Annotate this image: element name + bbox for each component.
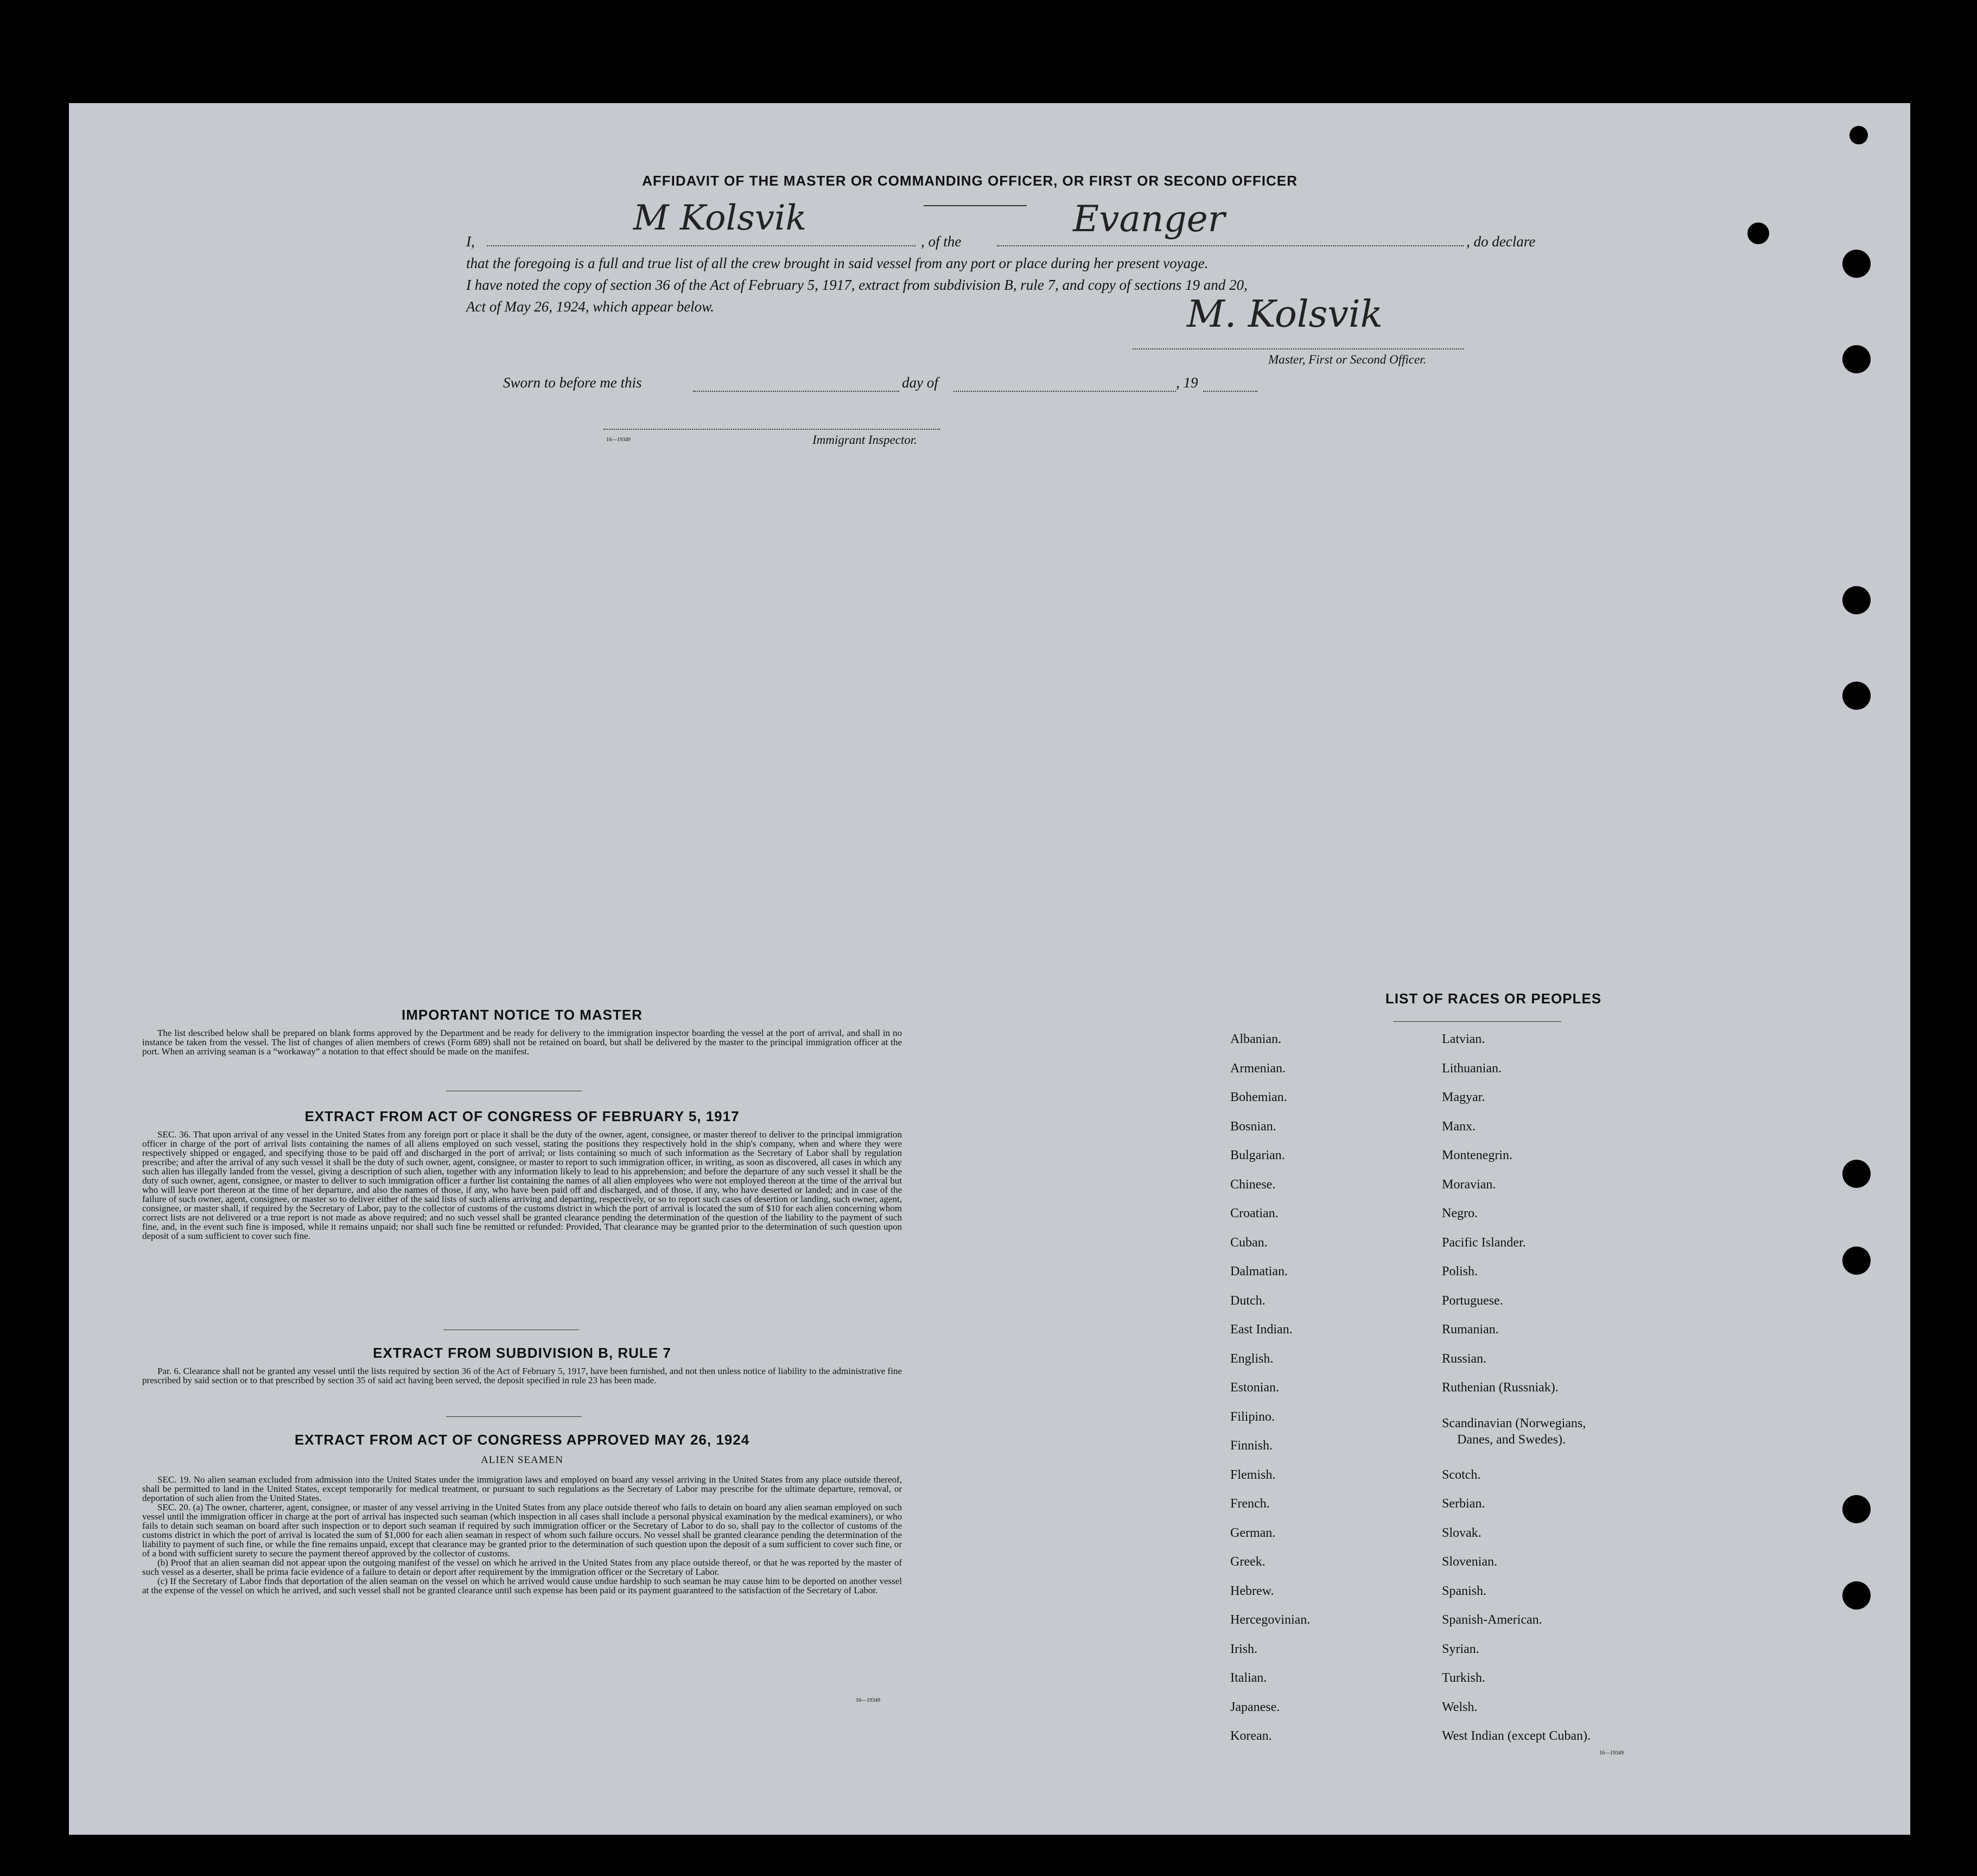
day-of-label: day of (902, 374, 938, 391)
affidavit-i-label: I, (466, 233, 475, 250)
race-item: Italian. (1230, 1671, 1267, 1685)
affidavit-form-number: 16—19349 (606, 437, 631, 443)
sec20a-body: SEC. 20. (a) The owner, charterer, agent, consignee, or master of any vessel arriving in the United States from any place outside thereof who fails to detain on board any alien seaman employed on such vessel until the immigration officer in charge at the port of arrival has inspected such seaman (which inspection in all cases shall include a personal physical examination by the medical examiners), or who fails to detain such seaman on board after such inspection or to deport such seaman if required by such immigration officer or the Secretary of Labor to do so, shall pay to the collector of customs of the customs district in which the port of arrival is located the sum of $1,000 for each alien seaman in respect of whom such failure occurs. No vessel shall be granted clearance pending the determination of the liability to payment of such fine, or while the fine remains unpaid, except that clearance may be granted prior to the determination of such question upon the deposit of a sum sufficient to cover such fine, or of a bond with sufficient surety to secure the payment thereof approved by the collector of customs. (142, 1502, 902, 1559)
race-item: Finnish. (1230, 1439, 1273, 1453)
extract-1924-block (142, 1475, 902, 1595)
signature-caption: Master, First or Second Officer. (1268, 353, 1427, 366)
extract-rule7-block (142, 1366, 902, 1385)
sworn-label: Sworn to before me this (503, 374, 642, 391)
race-item: Albanian. (1230, 1032, 1281, 1046)
race-item: Hebrew. (1230, 1584, 1274, 1598)
sworn-year-field[interactable] (1203, 391, 1257, 392)
sec19-body: SEC. 19. No alien seaman excluded from admission into the United States under the immigration laws and employed on board any vessel arriving in the United States from any place outside thereof, shall be permitted to land in the United States, except temporarily for medical treatment, or pursuant to such regulations as the Secretary of Labor may prescribe for the ultimate departure, removal, or deportation of such alien from the United States. (142, 1474, 902, 1503)
race-item: Spanish-American. (1442, 1613, 1542, 1627)
inspector-caption: Immigrant Inspector. (812, 433, 917, 447)
extract-1924-form-number: 16—19349 (856, 1697, 880, 1703)
officer-signature: M. Kolsvik (1187, 293, 1383, 336)
races-title: LIST OF RACES OR PEOPLES (1385, 990, 1602, 1007)
race-item: Bohemian. (1230, 1090, 1287, 1104)
race-item: Dutch. (1230, 1294, 1266, 1308)
race-item: French. (1230, 1497, 1270, 1511)
race-item: English. (1230, 1352, 1274, 1366)
punch-hole (1842, 1247, 1871, 1275)
race-item: Flemish. (1230, 1468, 1276, 1482)
punch-hole (1842, 250, 1871, 278)
punch-hole (1849, 126, 1868, 144)
extract-rule7-body: Par. 6. Clearance shall not be granted any vessel until the lists required by section 36 of the Act of February 5, 1917, have been furnished, and not then unless notice of liability to the administrative fine prescribed by said section or to that prescribed by section 35 of said act having been served, the deposit specified in rule 23 has been made. (142, 1366, 902, 1385)
race-item: Moravian. (1442, 1178, 1496, 1192)
race-item: Negro. (1442, 1206, 1478, 1220)
affidavit-line-3: I have noted the copy of section 36 of the Act of February 5, 1917, extract from subdivision B, rule 7, and copy of sections 19 and 20, (466, 277, 1248, 293)
race-item: Portuguese. (1442, 1294, 1503, 1308)
races-divider (1393, 1021, 1561, 1022)
notice-title: IMPORTANT NOTICE TO MASTER (402, 1007, 643, 1023)
race-item: Hercegovinian. (1230, 1613, 1311, 1627)
extract-rule7-divider (446, 1416, 582, 1417)
punch-hole (1842, 1581, 1871, 1610)
signature-line[interactable] (1133, 348, 1464, 349)
extract-1924-title: EXTRACT FROM ACT OF CONGRESS APPROVED MAY 26, 1924 (294, 1432, 750, 1448)
race-item: Slovenian. (1442, 1555, 1497, 1569)
race-item: Spanish. (1442, 1584, 1487, 1598)
race-item: Syrian. (1442, 1642, 1479, 1656)
extract-rule7-title: EXTRACT FROM SUBDIVISION B, RULE 7 (373, 1345, 671, 1361)
do-declare-label: , do declare (1466, 233, 1536, 250)
race-item: Montenegrin. (1442, 1148, 1512, 1162)
punch-hole (1842, 1495, 1871, 1523)
punch-hole (1842, 682, 1871, 710)
race-item: Magyar. (1442, 1090, 1485, 1104)
race-item: Slovak. (1442, 1526, 1482, 1540)
race-item: Pacific Islander. (1442, 1236, 1526, 1250)
affidavit-line-4: Act of May 26, 1924, which appear below. (466, 298, 714, 315)
race-item: Cuban. (1230, 1236, 1268, 1250)
race-item: Turkish. (1442, 1671, 1485, 1685)
race-item: West Indian (except Cuban). (1442, 1729, 1591, 1743)
race-item: Ruthenian (Russniak). (1442, 1381, 1559, 1395)
race-item: Korean. (1230, 1729, 1272, 1743)
race-item: Manx. (1442, 1120, 1476, 1134)
form-sheet (69, 103, 1910, 1835)
punch-hole (1842, 1160, 1871, 1188)
race-item: East Indian. (1230, 1322, 1293, 1337)
race-item: Filipino. (1230, 1410, 1275, 1424)
inspector-signature-line[interactable] (603, 429, 940, 430)
races-form-number: 16—19349 (1599, 1750, 1624, 1756)
race-item: Dalmatian. (1230, 1264, 1288, 1279)
vessel-name-line[interactable] (997, 245, 1464, 246)
race-item: Armenian. (1230, 1061, 1286, 1076)
master-name-line[interactable] (487, 245, 916, 246)
punch-hole (1842, 586, 1871, 614)
title-divider (924, 205, 1027, 206)
race-item: Japanese. (1230, 1700, 1280, 1714)
extract-1917-block (142, 1130, 902, 1241)
race-item: German. (1230, 1526, 1276, 1540)
races-left-column (1230, 1032, 1436, 1743)
of-the-label: , of the (921, 233, 962, 250)
notice-body-block (142, 1028, 902, 1056)
race-item: Serbian. (1442, 1497, 1485, 1511)
race-item: Greek. (1230, 1555, 1266, 1569)
race-item: Irish. (1230, 1642, 1257, 1656)
notice-body: The list described below shall be prepared on blank forms approved by the Department and be ready for delivery to the immigration inspector boarding the vessel at the port of arrival, and shall in no instance be taken from the vessel. The list of changes of alien members of crews (Form 689) shall not be retained on board, but shall be delivered by the master to the principal immigration officer at the port. When an arriving seaman is a “workaway” a notation to that effect should be made on the manifest. (142, 1028, 902, 1057)
race-item: Polish. (1442, 1264, 1478, 1279)
punch-hole (1842, 345, 1871, 373)
affidavit-title: AFFIDAVIT OF THE MASTER OR COMMANDING OFFICER, OR FIRST OR SECOND OFFICER (642, 173, 1298, 189)
extract-1924-subtitle: ALIEN SEAMEN (481, 1454, 563, 1466)
extract-1917-title: EXTRACT FROM ACT OF CONGRESS OF FEBRUARY 5, 1917 (304, 1108, 740, 1124)
race-item: Croatian. (1230, 1206, 1279, 1220)
race-item: Bosnian. (1230, 1120, 1276, 1134)
race-item: Lithuanian. (1442, 1061, 1502, 1076)
race-item: Scotch. (1442, 1468, 1481, 1482)
race-item: Chinese. (1230, 1178, 1276, 1192)
year-label: , 19 (1176, 374, 1198, 391)
race-item: Rumanian. (1442, 1322, 1499, 1337)
race-item: Danes, and Swedes). (1457, 1433, 1566, 1447)
race-item: Estonian. (1230, 1381, 1279, 1395)
race-item: Bulgarian. (1230, 1148, 1285, 1162)
sworn-day-field[interactable] (693, 391, 899, 392)
race-item: Latvian. (1442, 1032, 1485, 1046)
race-item: Welsh. (1442, 1700, 1478, 1714)
sworn-month-field[interactable] (953, 391, 1176, 392)
race-item: Russian. (1442, 1352, 1487, 1366)
sec20b-body: (b) Proof that an alien seaman did not appear upon the outgoing manifest of the vessel on which he arrived in the United States from any place outside thereof, or that he was reported by the master of such vessel as a deserter, shall be prima facie evidence of a failure to detain or deport after requirement by the immigration officer or the Secretary of Labor. (142, 1557, 902, 1577)
sec20c-body: (c) If the Secretary of Labor finds that deportation of the alien seaman on the vessel on which he arrived would cause undue hardship to such seaman he may cause him to be deported on another vessel at the expense of the vessel on which he arrived, and such vessel shall not be granted clearance until such expense has been paid or its payment guaranteed to the satisfaction of the Secretary of Labor. (142, 1576, 902, 1595)
punch-hole (1747, 222, 1769, 244)
master-name-handwriting: M Kolsvik (633, 198, 807, 238)
extract-1917-body: SEC. 36. That upon arrival of any vessel in the United States from any foreign port or place it shall be the duty of the owner, agent, consignee, or master thereof to deliver to the principal immigration officer in charge of the port of arrival lists containing the names of all aliens employed on such vessel, stating the positions they respectively hold in the ship's company, when and where they were respectively shipped or engaged, and specifying those to be paid off and discharged in the port of arrival; or lists containing so much of such information as the Secretary of Labor shall by regulation prescribe; and after the arrival of any such vessel it shall be the duty of such owner, agent, consignee, or master to report to such immigration officer, in writing, as soon as discovered, all cases in which any such alien has illegally landed from the vessel, giving a description of such alien, together with any information likely to lead to his apprehension; and before the departure of any such vessel it shall be the duty of such owner, agent, consignee, or master to deliver to such immigration officer a further list containing the names of all alien employees who were not employed thereon at the time of the arrival but who will leave port thereon at the time of her departure, and also the names of those, if any, who have been paid off and discharged, and of those, if any, who have deserted or landed; and in case of the failure of such owner, agent, consignee, or master so to deliver either of the said lists of such aliens arriving and departing, respectively, or so to report such cases of desertion or landing, such owner, agent, consignee, or master shall, if required by the Secretary of Labor, pay to the collector of customs of the customs district in which the port of arrival is located the sum of $10 for each alien concerning whom correct lists are not delivered or a true report is not made as above required; and no such vessel shall be granted clearance pending the determination of the question of the liability to the payment of such fine, and, in the event such fine is imposed, while it remains unpaid; nor shall such fine be remitted or refunded: Provided, That clearance may be granted prior to the determination of such question upon deposit of a sum sufficient to cover such fine. (142, 1129, 902, 1241)
races-right-column (1442, 1032, 1768, 1743)
vessel-name-handwriting: Evanger (1073, 198, 1225, 240)
affidavit-line-2: that the foregoing is a full and true list of all the crew brought in said vessel from any port or place during her present voyage. (466, 255, 1209, 271)
race-item: Scandinavian (Norwegians, (1442, 1416, 1586, 1430)
